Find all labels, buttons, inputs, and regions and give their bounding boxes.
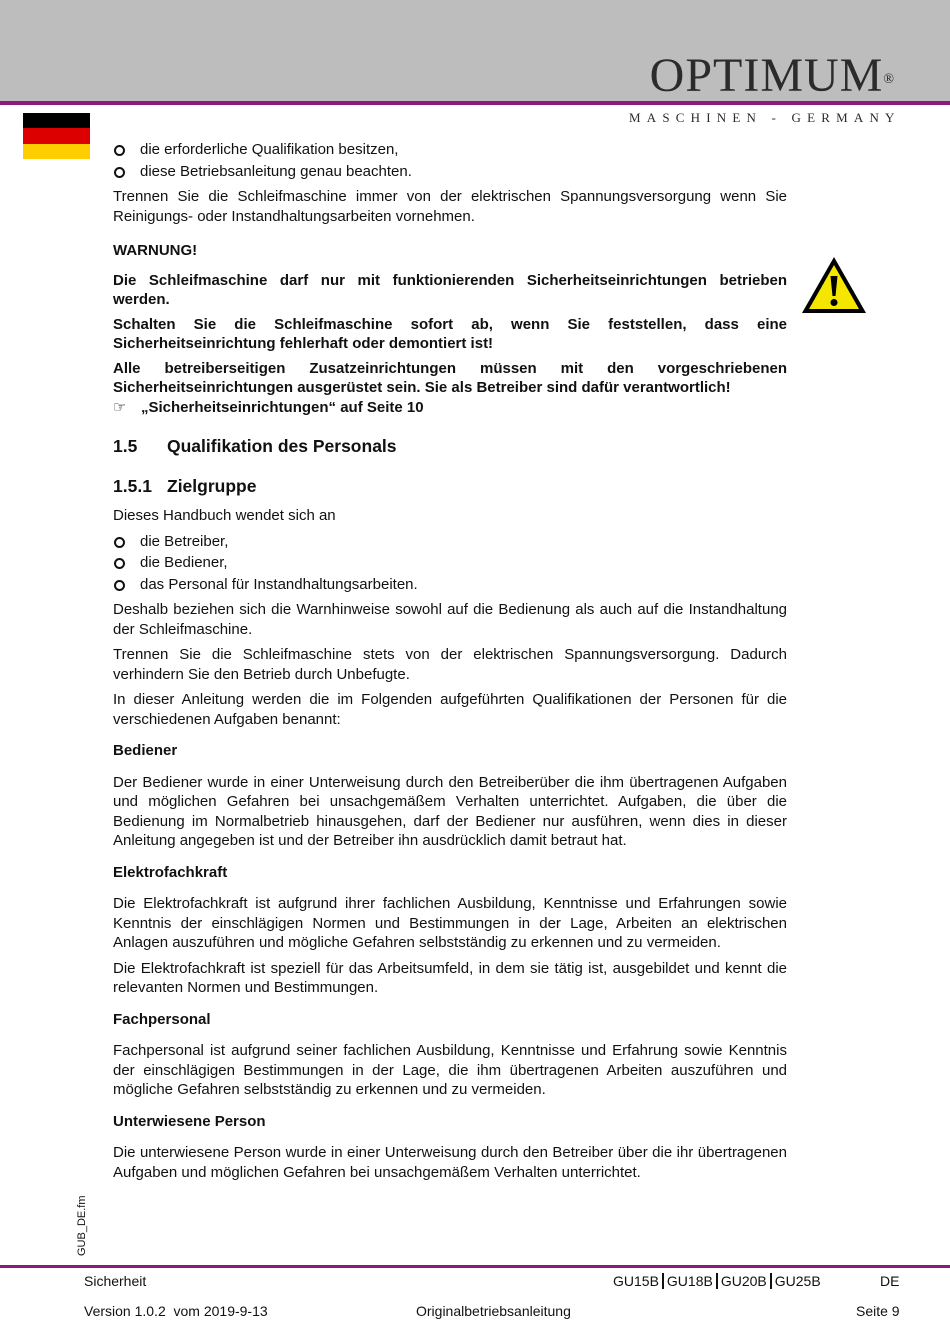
list-item: die Betreiber, (113, 532, 787, 552)
subheading: Unterwiesene Person (113, 1112, 266, 1130)
footer-language: DE (880, 1273, 900, 1289)
subheading: Fachpersonal (113, 1010, 211, 1028)
paragraph: Trennen Sie die Schleifmaschine immer von der elektrischen Spannungsversorgung wenn Sie Reinigungs- oder Instandhaltungsarbeiten vornehmen. (113, 188, 787, 225)
paragraph: Fachpersonal ist aufgrund seiner fachlichen Ausbildung, Kenntnisse und Erfahrung sowie Kenntnis der einschlägigen Bestimmungen in der Lage, die ihm übertragenen Arbeiten auszuführen und mögliche Gefahren selbstständig zu erkennen und zu vermeiden. (113, 1042, 787, 1098)
page-reference (113, 398, 787, 418)
warning-title: WARNUNG! (113, 242, 198, 259)
list-item: diese Betriebsanleitung genau beachten. (113, 162, 787, 182)
paragraph: Der Bediener wurde in einer Unterweisung durch den Betreiberüber die ihm übertragenen Aufgaben und möglichen Gefahren bei unsachgemäßem Verhalten unterrichtet. Aufgaben, die über die Bedienung im Normalbetrieb hinausgehen, darf der Bediener nur ausführen, wenn dies in dieser Anleitung angegeben ist und der Betreiber ihn ausdrücklich damit betraut hat. (113, 773, 787, 849)
paragraph: Die Elektrofachkraft ist speziell für das Arbeitsumfeld, in dem sie tätig ist, ausgebildet und kennt die relevanten Normen und Bestimmungen. (113, 959, 787, 996)
paragraph: Deshalb beziehen sich die Warnhinweise sowohl auf die Bedienung als auch auf die Instandhaltung der Schleifmaschine. (113, 601, 787, 638)
footer-version: Version 1.0.2 vom 2019-9-13 (84, 1303, 268, 1319)
list-item: das Personal für Instandhaltungsarbeiten. (113, 575, 787, 595)
footer-models: GU15B GU18B GU20B GU25B (613, 1273, 821, 1289)
subheading: Bediener (113, 742, 178, 759)
page-number: Seite 9 (856, 1303, 900, 1319)
subsection-heading: 1.5.1 Zielgruppe (113, 475, 257, 496)
warning-text: Alle betreiberseitigen Zusatzeinrichtungen müssen mit den vorgeschriebenen Sicherheitseinrichtungen ausgerüstet sein. Sie als Betreiber sind dafür verantwortlich! (113, 359, 787, 396)
section-heading: 1.5 Qualifikation des Personals (113, 436, 397, 456)
file-label: GUB_DE.fm (76, 1195, 88, 1256)
pointing-hand-icon: ☞ (113, 398, 127, 416)
brand-logo: OPTIMUM® (649, 49, 895, 102)
paragraph: Die Elektrofachkraft ist aufgrund ihrer fachlichen Ausbildung, Kenntnisse und Erfahrungen sowie Kenntnis der einschlägigen Normen und Bestimmungen in der Lage, Arbeiten an elektrischen Anlagen auszuführen und mögliche Gefahren selbstständig zu erkennen und zu vermeiden. (113, 895, 787, 951)
german-flag-icon (23, 113, 90, 159)
paragraph: In dieser Anleitung werden die im Folgenden aufgeführten Qualifikationen der Personen für die verschiedenen Aufgaben benannt: (113, 691, 787, 728)
footer-section: Sicherheit (84, 1273, 147, 1289)
list-item: die Bediener, (113, 553, 787, 573)
paragraph: Dieses Handbuch wendet sich an (113, 507, 336, 524)
warning-triangle-icon (799, 254, 869, 316)
warning-text: Die Schleifmaschine darf nur mit funktionierenden Sicherheitseinrichtungen betrieben werden. (113, 271, 787, 308)
paragraph: Trennen Sie die Schleifmaschine stets von der elektrischen Spannungsversorgung. Dadurch verhindern Sie den Betrieb durch Unbefugte. (113, 646, 787, 683)
footer-divider (0, 1265, 950, 1268)
paragraph: Die unterwiesene Person wurde in einer Unterweisung durch den Betreiber über die ihr übertragenen Aufgaben und möglichen Gefahren bei unsachgemäßem Verhalten unterrichtet. (113, 1144, 787, 1181)
subheading: Elektrofachkraft (113, 863, 228, 881)
brand-tagline: MASCHINEN - GERMANY (629, 110, 901, 125)
footer-document: Originalbetriebsanleitung (416, 1303, 571, 1319)
warning-text: Schalten Sie die Schleifmaschine sofort ab, wenn Sie feststellen, dass eine Sicherheitseinrichtung fehlerhaft oder demontiert ist! (113, 315, 787, 352)
page-body (113, 140, 787, 1182)
list-item: die erforderliche Qualifikation besitzen, (113, 140, 787, 160)
reference-link[interactable]: „Sicherheitseinrichtungen“ auf Seite 10 (141, 398, 424, 416)
